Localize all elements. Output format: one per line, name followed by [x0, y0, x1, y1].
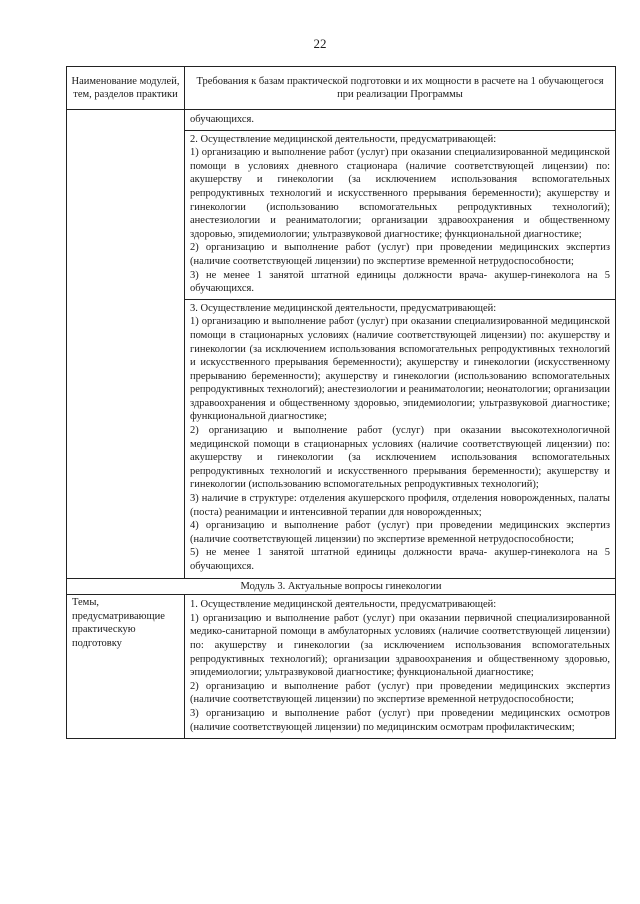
requirement-paragraph: обучающихся.	[190, 114, 254, 125]
requirement-paragraph: 2) организацию и выполнение работ (услуг) при проведении медицинских экспертиз (наличие соответствующей лицензии) по экспертизе временной нетрудоспособности;	[190, 242, 610, 267]
requirement-paragraph: 3) наличие в структуре: отделения акушерского профиля, отделения новорожденных, палаты (поста) реанимации и интенсивной терапии для новорожденных;	[190, 493, 610, 518]
row-requirements-cell	[185, 595, 616, 739]
requirement-paragraph: 5) не менее 1 занятой штатной единицы должности врача- акушер-гинеколога на 5 обучающихся.	[190, 547, 610, 572]
module-title-row	[67, 578, 616, 595]
requirement-paragraph: 3) организацию и выполнение работ (услуг) при проведении медицинских осмотров (наличие соответствующей лицензии) по медицинским осмотрам профилактическим;	[190, 707, 610, 733]
requirement-paragraph: 1. Осуществление медицинской деятельности, предусматривающей:	[190, 599, 497, 611]
row-requirements-cell	[185, 110, 616, 579]
requirements-table	[66, 66, 616, 739]
requirement-block	[185, 130, 615, 299]
requirement-paragraph: 2) организацию и выполнение работ (услуг) при проведении медицинских экспертиз (наличие соответствующей лицензии) по экспертизе временной нетрудоспособности;	[190, 680, 610, 706]
row-topic-cell	[67, 110, 185, 579]
requirement-paragraph: 2) организацию и выполнение работ (услуг) при оказании высокотехнологичной медицинской помощи в стационарных условиях (наличие соответствующей лицензии) по: акушерству и гинекологии (за исключением использования вспомогательных репродуктивных технологий и искусственного прерывания беременности); акушерству и гинекологии (использованию вспомогательных репродуктивных технологий);	[190, 425, 610, 491]
row-topic-cell: Темы, предусматривающие практическую подготовку	[67, 595, 185, 739]
requirement-block	[190, 111, 610, 130]
requirement-paragraph: 1) организацию и выполнение работ (услуг) при оказании специализированной медицинской помощи в стационарных условиях (наличие соответствующей лицензии) по: акушерству и гинекологии (за исключением использования вспомогательных репродуктивных технологий и искусственного прерывания беременности); акушерству и гинекологии (искусственному прерыванию беременности); акушерству и гинекологии (использованию вспомогательных репродуктивных технологий); анестезиологии и реаниматологии; неонатологии; организации здравоохранения и общественному здоровью, эпидемиологии; ультразвуковой диагностике; функциональной диагностике;	[190, 316, 610, 423]
requirement-block	[190, 596, 610, 737]
table-row	[67, 595, 616, 739]
requirement-paragraph: 4) организацию и выполнение работ (услуг) при проведении медицинских экспертиз (наличие соответствующей лицензии) по экспертизе временной нетрудоспособности;	[190, 520, 610, 545]
header-column-requirements: Требования к базам практической подготовки и их мощности в расчете на 1 обучающегося при реализации Программы	[185, 67, 616, 110]
header-column-modules: Наименование модулей, тем, разделов практики	[67, 67, 185, 110]
requirement-paragraph: 3) не менее 1 занятой штатной единицы должности врача- акушер-гинеколога на 5 обучающихся.	[190, 269, 610, 295]
table-header-row	[67, 67, 616, 110]
requirement-paragraph: 3. Осуществление медицинской деятельности, предусматривающей:	[190, 302, 497, 314]
requirement-paragraph: 1) организацию и выполнение работ (услуг) при оказании специализированной медицинской помощи в условиях дневного стационара (наличие соответствующей лицензии) по: акушерству и гинекологии (за исключением использования вспомогательных репродуктивных технологий и искусственного прерывания беременности); акушерству и гинекологии (использованию вспомогательных репродуктивных технологий); анестезиологии и реаниматологии; организации здравоохранения и общественному здоровью, эпидемиологии; ультразвуковой диагностике; функциональной диагностике;	[190, 147, 610, 240]
page-number: 22	[313, 36, 327, 51]
module-title: Модуль 3. Актуальные вопросы гинекологии	[67, 578, 616, 595]
requirement-paragraph: 1) организацию и выполнение работ (услуг) при оказании первичной специализированной медико-санитарной помощи в амбулаторных условиях (наличие соответствующей лицензии) по: акушерству и гинекологии (за исключением использования вспомогательных репродуктивных технологий); организации здравоохранения и общественному здоровью, эпидемиологии; ультразвуковой диагностике; функциональной диагностике;	[190, 612, 610, 679]
table-row	[67, 110, 616, 579]
requirement-block	[185, 299, 615, 577]
requirement-paragraph: 2. Осуществление медицинской деятельности, предусматривающей:	[190, 133, 497, 145]
